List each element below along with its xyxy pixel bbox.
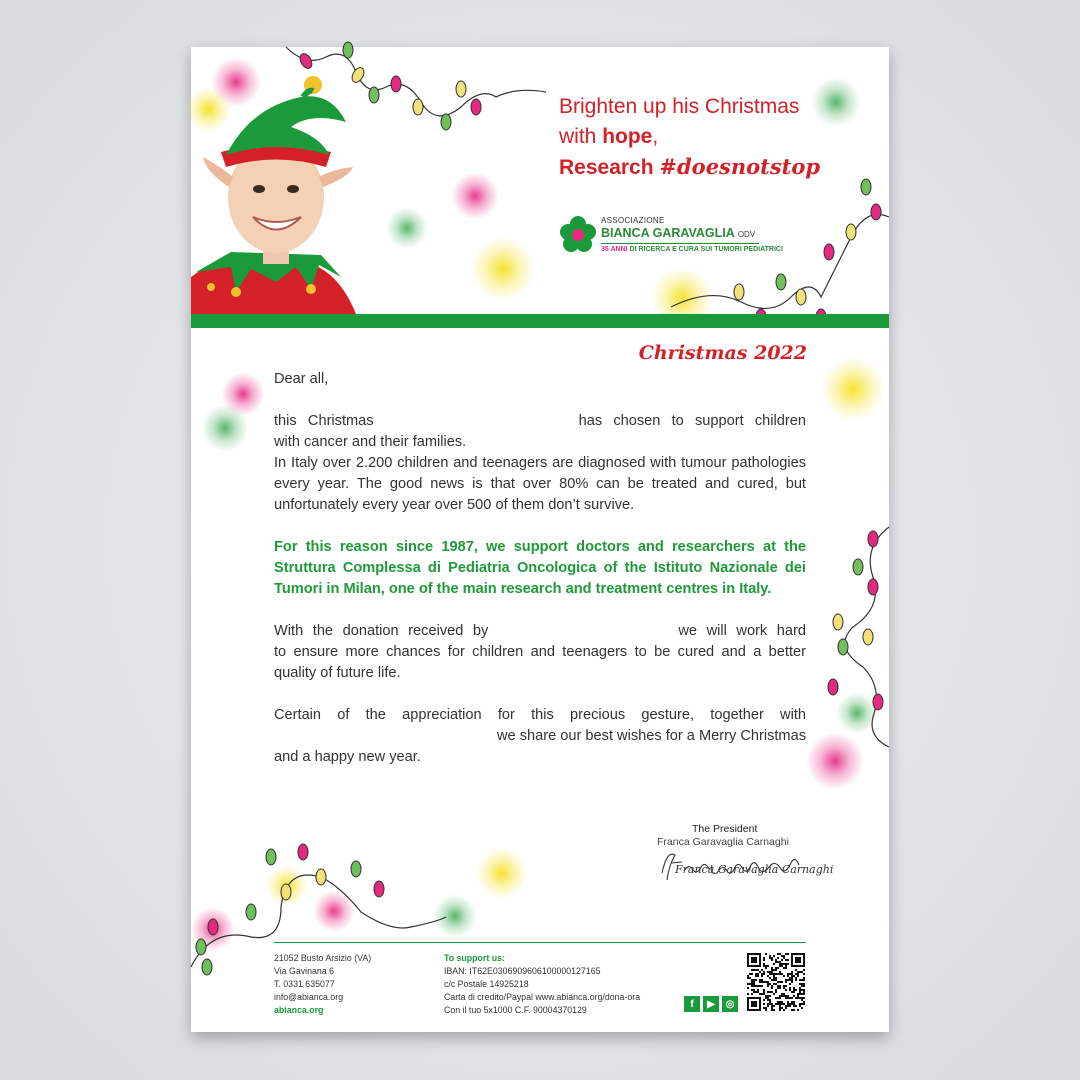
light-glow (821, 357, 885, 421)
signature-name: Franca Garavaglia Carnaghi (657, 836, 789, 848)
logo-name (601, 226, 755, 240)
logo-tag-years: 35 ANNI (601, 246, 628, 253)
headline-line-1: Brighten up his Christmas (559, 95, 800, 118)
logo-name-text: BIANCA GARAVAGLIA (601, 226, 735, 240)
address-line: Via Gavinana 6 (274, 966, 334, 976)
logo-odv: ODV (737, 230, 756, 239)
footer-support (444, 952, 640, 1017)
light-glow (201, 404, 249, 452)
support-line: Con il tuo 5x1000 C.F. 90004370129 (444, 1005, 587, 1015)
letter-paragraph-2: In Italy over 2.200 children and teenagers are diagnosed with tumour pathologies every year. The good news is that over 80% can be treated and cured, but unfortunately every year over 500 of them don’t survive. (274, 455, 806, 513)
p4-part-b: we will work hard (678, 623, 807, 639)
light-glow (386, 207, 428, 249)
support-heading: To support us: (444, 953, 505, 963)
flower-logo-icon (559, 215, 597, 253)
logo-tag-rest: DI RICERCA E CURA SUI TUMORI PEDIATRICI (629, 246, 783, 253)
website-link[interactable]: abianca.org (274, 1005, 324, 1015)
footer-address (274, 952, 371, 1017)
social-icons (684, 996, 738, 1012)
letter-greeting: Dear all, (274, 371, 329, 387)
letter-body (274, 369, 806, 768)
date-title: Christmas 2022 (638, 342, 807, 364)
instagram-icon[interactable]: ◎ (722, 996, 738, 1012)
p5-part-b: we share our best wishes for a Merry Christmas (497, 728, 806, 744)
support-line: Carta di credito/Paypal www.abianca.org/dona-ora (444, 992, 641, 1002)
letter-paragraph-4 (274, 621, 806, 642)
handwritten-signature (657, 845, 834, 885)
p4-part-c: to ensure more chances for children and teenagers to be cured and a better quality of future life. (274, 644, 806, 681)
letter-page (191, 47, 889, 1032)
footer-rule (274, 942, 806, 943)
header-divider-bar (191, 314, 889, 328)
facebook-icon[interactable]: f (684, 996, 700, 1012)
headline-line-3 (559, 152, 820, 183)
address-line: 21052 Busto Arsizio (VA) (274, 953, 372, 963)
letter-paragraph-3: For this reason since 1987, we support doctors and researchers at the Struttura Complessa di Pediatria Oncologica of the Istituto Nazionale dei Tumori in Milan, one of the main research and treatment centres in Italy. (274, 539, 806, 597)
p5-part-a: Certain of the appreciation for this precious gesture, together with (274, 707, 806, 723)
support-line: c/c Postale 14925218 (444, 979, 529, 989)
light-glow (471, 237, 535, 301)
address-line: T. 0331 635077 (274, 979, 335, 989)
p5-part-c: and a happy new year. (274, 749, 421, 765)
p4-part-a: With the donation received by (274, 623, 489, 639)
headline-comma: , (652, 125, 659, 148)
logo-associazione: ASSOCIAZIONE (601, 216, 665, 225)
logo-rule (601, 243, 759, 244)
headline-hashtag: #doesnotstop (659, 154, 821, 179)
headline (559, 92, 820, 183)
logo-tagline (601, 246, 783, 253)
p1-part-c: with cancer and their families. (274, 434, 467, 450)
signature-title: The President (692, 823, 758, 835)
string-lights-top (286, 47, 556, 147)
headline-with: with (559, 125, 603, 148)
string-lights-right-middle (823, 527, 889, 747)
headline-research: Research (559, 156, 654, 179)
light-glow (451, 172, 499, 220)
p1-part-a: this Christmas (274, 413, 374, 429)
p5-line-2 (274, 726, 806, 747)
headline-line-2 (559, 122, 820, 152)
light-glow (476, 847, 528, 899)
address-email[interactable]: info@abianca.org (274, 992, 344, 1002)
string-lights-right (661, 177, 889, 337)
letter-paragraph-1 (274, 411, 806, 432)
p1-part-b: has chosen to support children (578, 413, 806, 429)
headline-hope: hope (602, 125, 653, 148)
youtube-icon[interactable]: ▶ (703, 996, 719, 1012)
support-line: IBAN: IT62E0306909606100000127165 (444, 966, 601, 976)
signature-handwriting-text: Franca Garavaglia Carnaghi (675, 863, 834, 876)
qr-code-icon[interactable] (747, 953, 805, 1011)
